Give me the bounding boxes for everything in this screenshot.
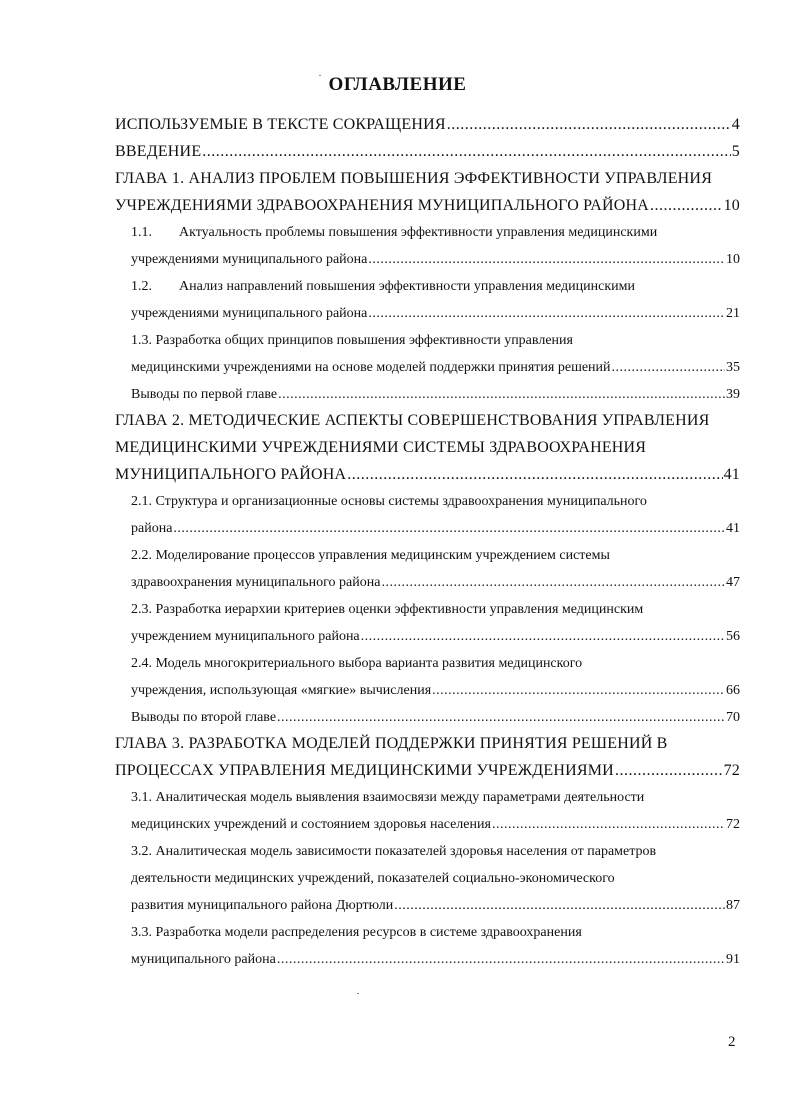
toc-entry-title: 2.2. Моделирование процессов управления медицинским учреждением системы bbox=[131, 548, 610, 563]
toc-chapter-2-line3[interactable] bbox=[115, 464, 740, 486]
dot-leader bbox=[381, 572, 725, 594]
toc-page-number: 41 bbox=[723, 466, 740, 483]
toc-entry-title: здравоохранения муниципального района bbox=[131, 575, 381, 590]
dot-leader bbox=[394, 895, 725, 917]
toc-section-number: 1.2. bbox=[131, 279, 152, 294]
toc-page-number: 35 bbox=[726, 360, 740, 375]
toc-page-number: 21 bbox=[726, 306, 740, 321]
toc-entry-title: ГЛАВА 2. МЕТОДИЧЕСКИЕ АСПЕКТЫ СОВЕРШЕНСТВОВАНИЯ УПРАВЛЕНИЯ bbox=[115, 412, 710, 429]
dot-leader bbox=[492, 814, 725, 836]
toc-entry-title: 2.3. Разработка иерархии критериев оценки эффективности управления медицинским bbox=[131, 602, 644, 617]
toc-entry-title: 3.1. Аналитическая модель выявления взаимосвязи между параметрами деятельности bbox=[131, 790, 645, 805]
dot-leader bbox=[368, 303, 725, 325]
dot-leader bbox=[277, 707, 725, 729]
toc-entry-title: муниципального района bbox=[131, 952, 276, 967]
dot-leader bbox=[615, 760, 723, 782]
dot-leader bbox=[447, 114, 731, 136]
toc-page-number: 72 bbox=[723, 762, 740, 779]
toc-page-number: 66 bbox=[726, 683, 740, 698]
toc-entry-title: деятельности медицинских учреждений, показателей социально-экономического bbox=[131, 871, 615, 886]
dot-leader bbox=[277, 949, 725, 971]
toc-entry-title: Актуальность проблемы повышения эффективности управления медицинскими bbox=[179, 225, 658, 240]
toc-page-number: 10 bbox=[726, 252, 740, 267]
toc-entry-title: ГЛАВА 3. РАЗРАБОТКА МОДЕЛЕЙ ПОДДЕРЖКИ ПРИНЯТИЯ РЕШЕНИЙ В bbox=[115, 735, 668, 752]
toc-conclusions-chapter-2[interactable] bbox=[131, 707, 740, 729]
toc-page-number: 5 bbox=[731, 143, 740, 160]
dot-leader bbox=[173, 518, 725, 540]
toc-section-2-3-line1[interactable] bbox=[131, 599, 740, 621]
toc-page-number: 4 bbox=[731, 116, 740, 133]
dot-leader bbox=[612, 357, 725, 379]
toc-entry-introduction[interactable] bbox=[115, 141, 740, 163]
toc-section-3-2-line3[interactable] bbox=[131, 895, 740, 917]
toc-section-3-3-line1[interactable] bbox=[131, 922, 740, 944]
toc-entry-title: учреждениями муниципального района bbox=[131, 306, 368, 321]
toc-entry-abbreviations[interactable] bbox=[115, 114, 740, 136]
toc-entry-title: МУНИЦИПАЛЬНОГО РАЙОНА bbox=[115, 466, 347, 483]
toc-page-number: 70 bbox=[726, 710, 740, 725]
toc-section-2-2-line1[interactable] bbox=[131, 545, 740, 567]
toc-chapter-1-line1[interactable] bbox=[115, 168, 740, 190]
toc-entry-title: ВВЕДЕНИЕ bbox=[115, 143, 202, 160]
toc-entry-title: медицинских учреждений и состоянием здоровья населения bbox=[131, 817, 491, 832]
toc-entry-title: Выводы по второй главе bbox=[131, 710, 277, 725]
toc-section-1-1-line1[interactable] bbox=[131, 222, 740, 244]
toc-section-3-1-line2[interactable] bbox=[131, 814, 740, 836]
toc-section-2-4-line1[interactable] bbox=[131, 653, 740, 675]
toc-entry-title: Выводы по первой главе bbox=[131, 387, 278, 402]
dot-leader bbox=[202, 141, 731, 163]
toc-section-2-1-line2[interactable] bbox=[131, 518, 740, 540]
toc-chapter-2-line2[interactable] bbox=[115, 437, 740, 459]
toc-entry-title: 1.3. Разработка общих принципов повышения эффективности управления bbox=[131, 333, 573, 348]
toc-page-number: 72 bbox=[726, 817, 740, 832]
dot-leader bbox=[347, 464, 722, 486]
dot-leader bbox=[650, 195, 723, 217]
toc-entry-title: ГЛАВА 1. АНАЛИЗ ПРОБЛЕМ ПОВЫШЕНИЯ ЭФФЕКТИВНОСТИ УПРАВЛЕНИЯ bbox=[115, 170, 713, 187]
toc-section-number: 1.1. bbox=[131, 225, 152, 240]
toc-entry-title: учреждения, использующая «мягкие» вычисления bbox=[131, 683, 432, 698]
dot-leader bbox=[432, 680, 725, 702]
toc-entry-title: района bbox=[131, 521, 173, 536]
toc-section-1-2-line1[interactable] bbox=[131, 276, 740, 298]
toc-entry-title: медицинскими учреждениями на основе моделей поддержки принятия решений bbox=[131, 360, 611, 375]
toc-section-3-3-line2[interactable] bbox=[131, 949, 740, 971]
toc-page-number: 87 bbox=[726, 898, 740, 913]
dot-leader bbox=[278, 384, 725, 406]
toc-page-number: 56 bbox=[726, 629, 740, 644]
toc-chapter-3-line2[interactable] bbox=[115, 760, 740, 782]
toc-section-2-4-line2[interactable] bbox=[131, 680, 740, 702]
toc-entry-title: 2.1. Структура и организационные основы системы здравоохранения муниципального bbox=[131, 494, 647, 509]
toc-entry-title: ИСПОЛЬЗУЕМЫЕ В ТЕКСТЕ СОКРАЩЕНИЯ bbox=[115, 116, 446, 133]
toc-page-number: 10 bbox=[723, 197, 740, 214]
toc-section-2-2-line2[interactable] bbox=[131, 572, 740, 594]
toc-entry-title: развития муниципального района Дюртюли bbox=[131, 898, 394, 913]
toc-page-number: 47 bbox=[726, 575, 740, 590]
toc-entry-title: учреждениями муниципального района bbox=[131, 252, 368, 267]
toc-entry-title: ПРОЦЕССАХ УПРАВЛЕНИЯ МЕДИЦИНСКИМИ УЧРЕЖДЕНИЯМИ bbox=[115, 762, 614, 779]
toc-page-number: 39 bbox=[726, 387, 740, 402]
toc-chapter-1-line2[interactable] bbox=[115, 195, 740, 217]
toc-page-number: 41 bbox=[726, 521, 740, 536]
toc-chapter-3-line1[interactable] bbox=[115, 733, 740, 755]
toc-section-2-1-line1[interactable] bbox=[131, 491, 740, 513]
toc-section-3-1-line1[interactable] bbox=[131, 787, 740, 809]
toc-entry-title: МЕДИЦИНСКИМИ УЧРЕЖДЕНИЯМИ СИСТЕМЫ ЗДРАВООХРАНЕНИЯ bbox=[115, 439, 647, 456]
toc-entry-title: 3.3. Разработка модели распределения ресурсов в системе здравоохранения bbox=[131, 925, 582, 940]
toc-entry-title: 3.2. Аналитическая модель зависимости показателей здоровья населения от параметров bbox=[131, 844, 657, 859]
toc-entry-title: 2.4. Модель многокритериального выбора варианта развития медицинского bbox=[131, 656, 583, 671]
toc-entry-title: Анализ направлений повышения эффективности управления медицинскими bbox=[179, 279, 636, 294]
toc-entry-title: УЧРЕЖДЕНИЯМИ ЗДРАВООХРАНЕНИЯ МУНИЦИПАЛЬНОГО РАЙОНА bbox=[115, 197, 650, 214]
toc-chapter-2-line1[interactable] bbox=[115, 410, 740, 432]
dot-leader bbox=[368, 249, 725, 271]
dot-leader bbox=[361, 626, 725, 648]
toc-section-1-3-line1[interactable] bbox=[131, 330, 740, 352]
toc-entry-title: учреждением муниципального района bbox=[131, 629, 360, 644]
page-title: ОГЛАВЛЕНИЕ bbox=[328, 74, 467, 95]
toc-section-3-2-line1[interactable] bbox=[131, 841, 740, 863]
page-number: 2 bbox=[728, 1034, 736, 1050]
toc-section-1-2-line2[interactable] bbox=[131, 303, 740, 325]
toc-section-3-2-line2[interactable] bbox=[131, 868, 740, 890]
toc-page-number: 91 bbox=[726, 952, 740, 967]
toc-conclusions-chapter-1[interactable] bbox=[131, 384, 740, 406]
toc-section-1-1-line2[interactable] bbox=[131, 249, 740, 271]
toc-section-2-3-line2[interactable] bbox=[131, 626, 740, 648]
toc-section-1-3-line2[interactable] bbox=[131, 357, 740, 379]
